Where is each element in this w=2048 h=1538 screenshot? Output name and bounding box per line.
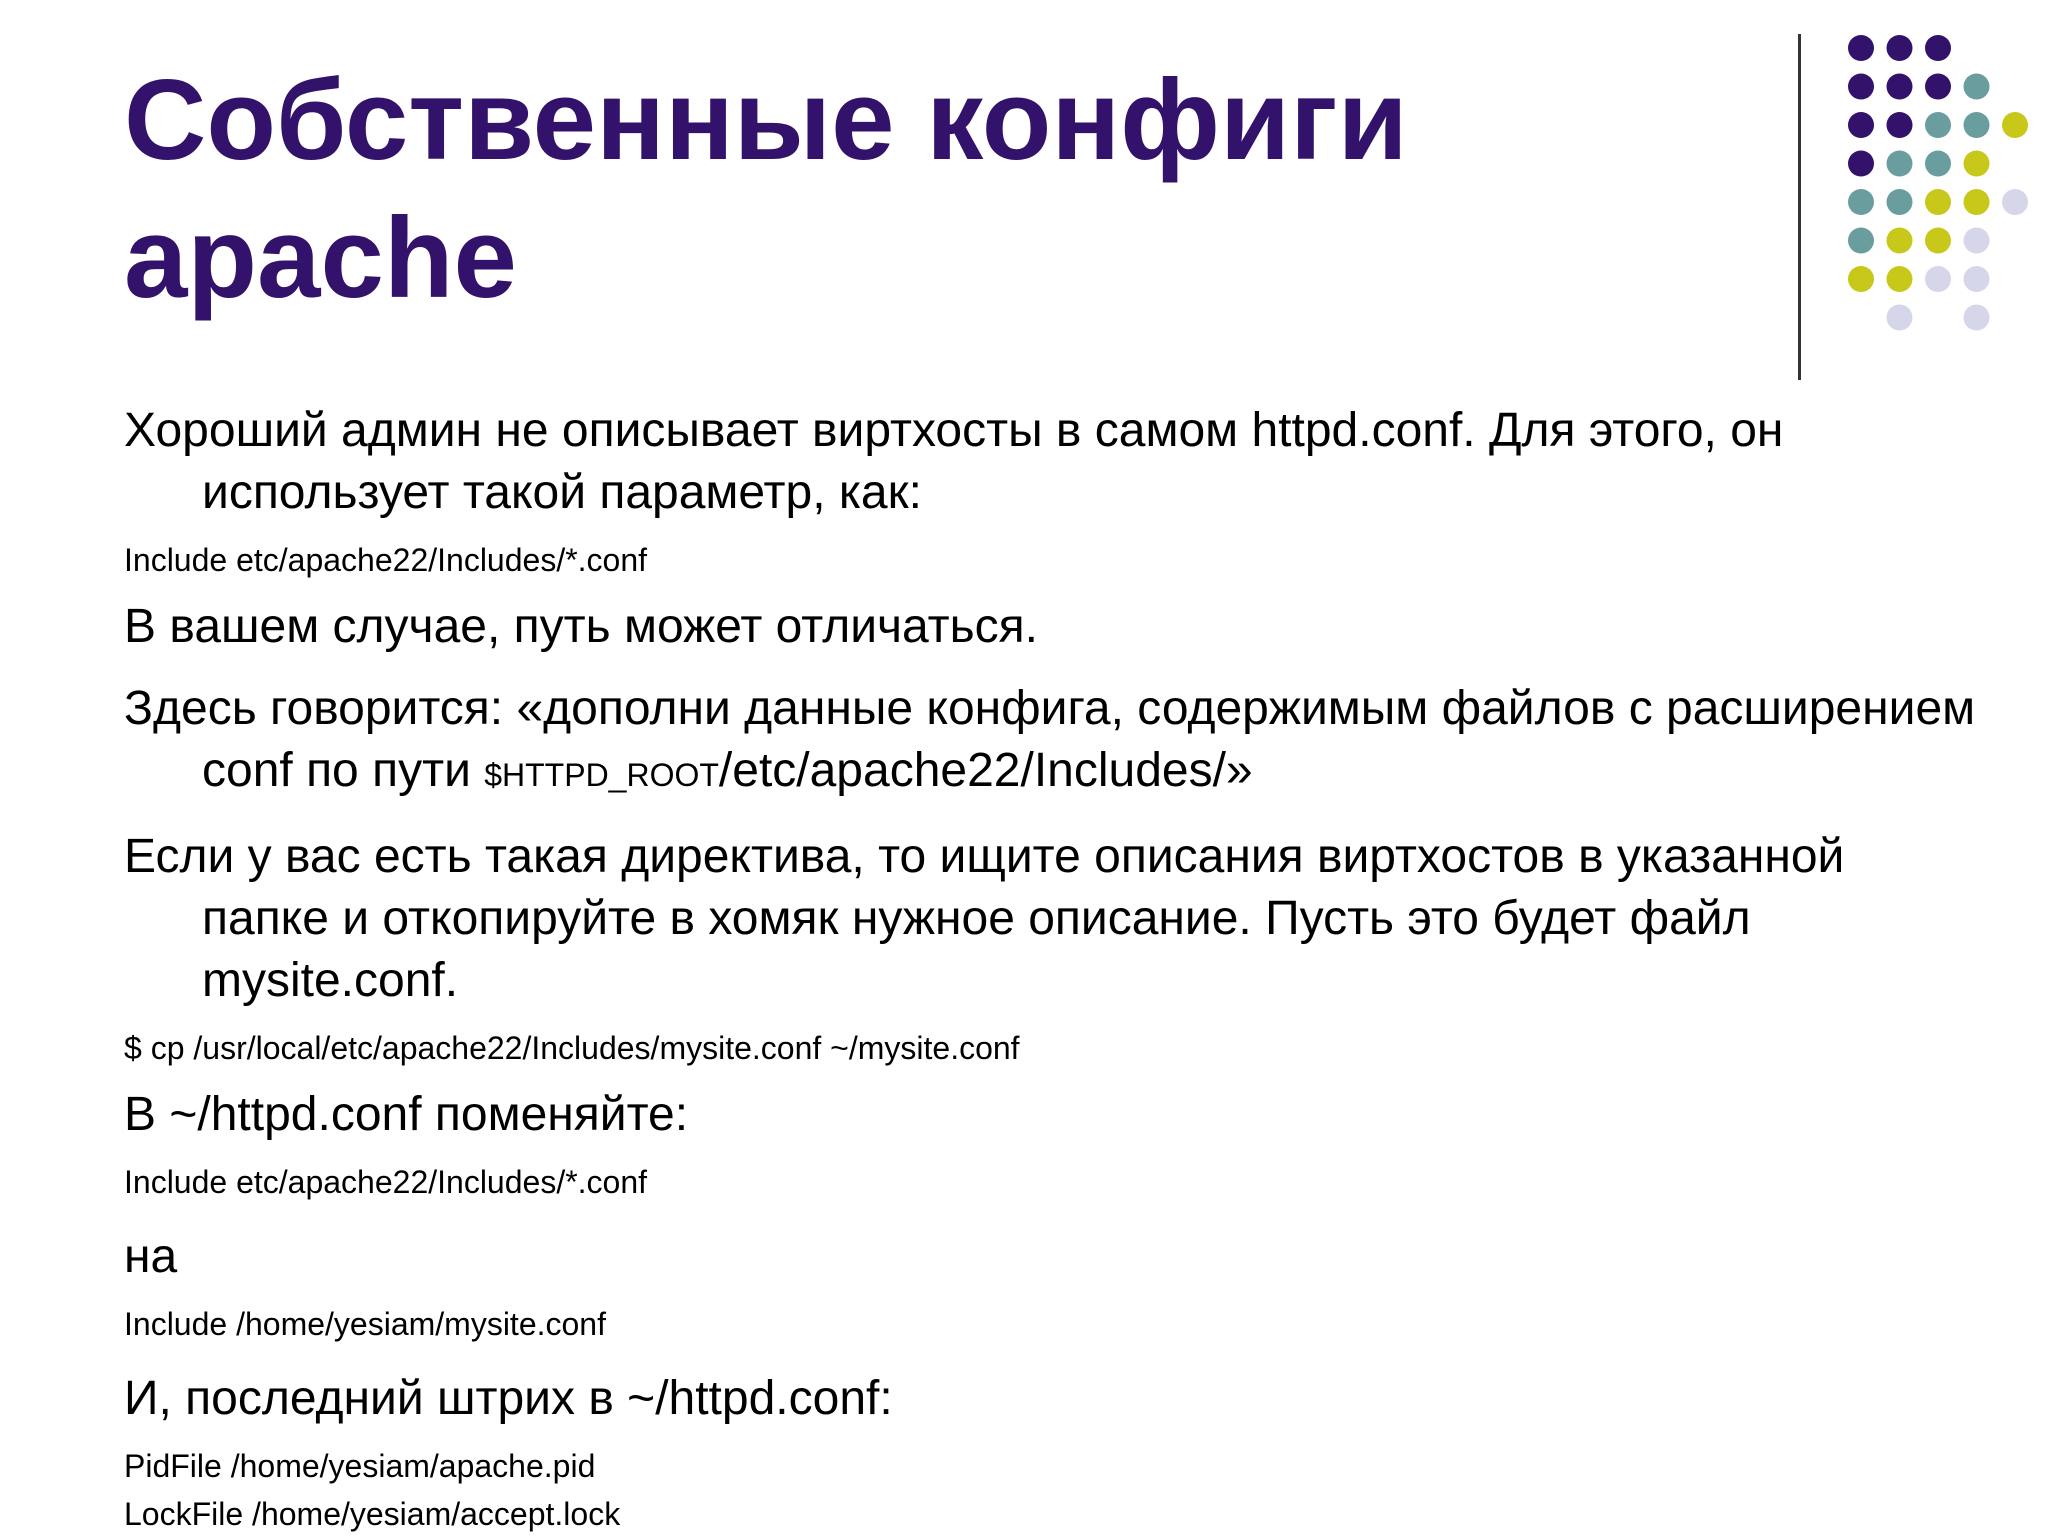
- title-line-2: apache: [124, 195, 517, 322]
- decorative-dot: [1848, 74, 1874, 100]
- decorative-dot: [1964, 151, 1990, 177]
- decorative-dot: [1887, 228, 1913, 254]
- decorative-dot: [1925, 189, 1951, 215]
- decorative-dot: [1925, 266, 1951, 292]
- decorative-dot: [1925, 35, 1951, 61]
- code-include-new: Include /home/yesiam/mysite.conf: [124, 1306, 606, 1342]
- paragraph-instructions: Если у вас есть такая директива, то ищите описания виртхостов в указанной папке и откопируйте в хомяк нужное описание. Пусть это будет файл mysite.conf.: [124, 830, 1845, 1007]
- title-line-1: Собственные конфиги: [124, 57, 1408, 184]
- slide-body: [124, 400, 1984, 1538]
- paragraph-intro: Хороший админ не описывает виртхосты в самом httpd.conf. Для этого, он использует такой параметр, как:: [124, 404, 1784, 519]
- paragraph-explanation: [124, 678, 1984, 806]
- decorative-dot: [1848, 151, 1874, 177]
- decorative-dot: [1925, 74, 1951, 100]
- decorative-dot: [1964, 74, 1990, 100]
- decorative-dot: [1887, 189, 1913, 215]
- paragraph-final-touch: И, последний штрих в ~/httpd.conf:: [124, 1372, 893, 1425]
- decorative-dot: [1848, 112, 1874, 138]
- decorative-dot: [1964, 305, 1990, 331]
- decorative-dot: [1887, 35, 1913, 61]
- decorative-dot: [1887, 112, 1913, 138]
- decorative-dot: [1925, 228, 1951, 254]
- decorative-dot: [1964, 112, 1990, 138]
- decorative-dot: [1848, 35, 1874, 61]
- decorative-dot: [2002, 189, 2028, 215]
- paragraph-change: В ~/httpd.conf поменяйте:: [124, 1088, 689, 1141]
- decorative-dot: [1848, 266, 1874, 292]
- decorative-dot: [1925, 151, 1951, 177]
- code-include-old: Include etc/apache22/Includes/*.conf: [124, 1164, 648, 1200]
- paragraph-to: на: [124, 1230, 178, 1283]
- code-pidfile: PidFile /home/yesiam/apache.pid: [124, 1448, 596, 1484]
- decorative-dot: [1887, 74, 1913, 100]
- decorative-dot: [1887, 151, 1913, 177]
- explanation-path: /etc/apache22/Includes/»: [718, 744, 1253, 797]
- decorative-dot: [1848, 228, 1874, 254]
- code-lockfile: LockFile /home/yesiam/accept.lock: [124, 1496, 621, 1532]
- decorative-dot: [1887, 266, 1913, 292]
- decorative-dot: [1848, 189, 1874, 215]
- code-copy-command: $ cp /usr/local/etc/apache22/Includes/mysite.conf ~/mysite.conf: [124, 1030, 1020, 1066]
- decorative-dot: [2002, 112, 2028, 138]
- httpd-root-variable: $HTTPD_ROOT: [484, 757, 719, 793]
- paragraph-path-note: В вашем случае, путь может отличаться.: [124, 600, 1038, 653]
- decorative-dot: [1887, 305, 1913, 331]
- code-include-default: Include etc/apache22/Includes/*.conf: [124, 542, 648, 578]
- decorative-dot-grid: [0, 0, 2048, 400]
- explanation-text: Здесь говорится: «дополни данные конфига, содержимым файлов с расширением conf по пути: [124, 682, 1976, 797]
- decorative-dot: [1964, 189, 1990, 215]
- decorative-dot: [1964, 228, 1990, 254]
- decorative-dot: [1964, 266, 1990, 292]
- decorative-dot: [1925, 112, 1951, 138]
